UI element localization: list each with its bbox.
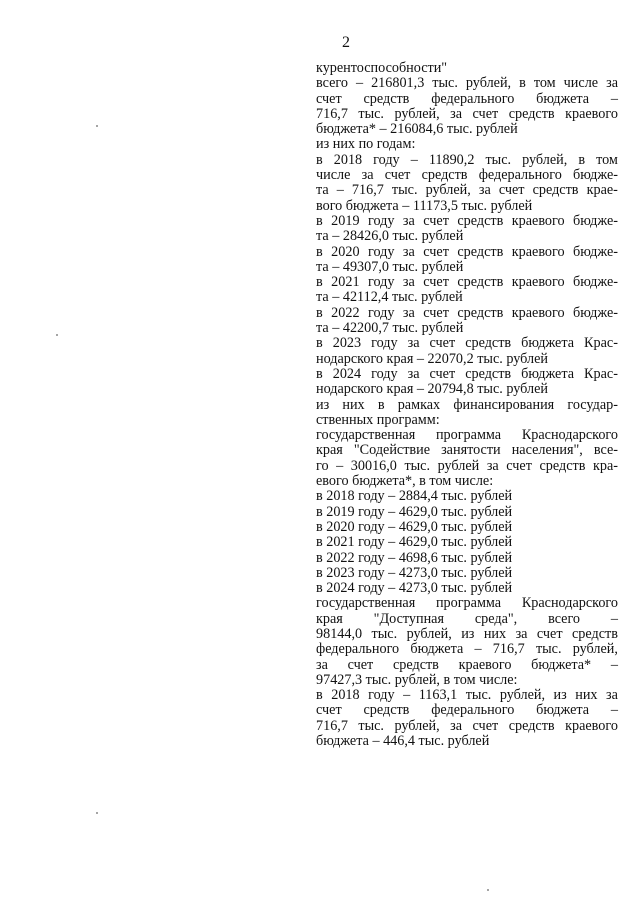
word: среда", — [474, 610, 518, 627]
text-line — [316, 336, 618, 351]
word: – — [336, 457, 344, 474]
word: 716,7 — [316, 717, 348, 734]
text-line — [316, 107, 618, 122]
word: счет — [472, 105, 499, 122]
word: государственная — [316, 595, 416, 612]
scan-speck — [96, 812, 98, 814]
word: за — [361, 167, 374, 184]
word: средств — [421, 167, 468, 184]
text-line: в 2024 году – 4273,0 тыс. рублей — [316, 580, 513, 597]
word: в — [316, 274, 323, 291]
word: счет — [347, 656, 374, 673]
word: них — [575, 687, 598, 704]
text-line: в 2021 году – 4629,0 тыс. рублей — [316, 534, 513, 551]
word: году — [367, 212, 395, 229]
text-line: нодарского края – 22070,2 тыс. рублей — [316, 350, 548, 367]
word: бюджета — [521, 365, 575, 382]
word: федерального — [431, 702, 515, 719]
word: тыс. — [404, 457, 431, 474]
word: 216801,3 — [371, 75, 425, 92]
word: числе — [316, 167, 351, 184]
word: 716,7 — [351, 182, 384, 199]
word: средств — [457, 304, 504, 321]
word: средств — [508, 717, 555, 734]
word: счет — [498, 182, 525, 199]
word: 2020 — [331, 243, 360, 260]
text-line — [316, 183, 618, 198]
word: в — [377, 396, 385, 413]
word: счет — [429, 335, 456, 352]
text-line — [316, 642, 618, 657]
word: рублей, — [406, 625, 452, 642]
word: из — [316, 396, 330, 413]
word: за — [450, 717, 463, 734]
word: Краснодарского — [521, 427, 618, 444]
word: программа — [435, 595, 502, 612]
text-line: курентоспособности" — [316, 60, 448, 76]
word: бюдже- — [573, 304, 618, 321]
word: средств — [457, 243, 504, 260]
word: из — [553, 687, 567, 704]
word: рублей, — [394, 717, 440, 734]
page-number: 2 — [342, 34, 350, 51]
word: средств — [465, 365, 512, 382]
word: средств — [363, 702, 410, 719]
word: рублей, — [572, 641, 618, 658]
word: бюдже- — [573, 212, 618, 229]
word: 2024 — [332, 365, 362, 382]
word: средств — [465, 335, 512, 352]
text-line: вого бюджета – 11173,5 тыс. рублей — [316, 197, 533, 214]
word: рублей, — [465, 75, 512, 92]
text-line: бюджета – 446,4 тыс. рублей — [316, 733, 490, 750]
word: в — [519, 75, 526, 92]
word: бюдже- — [573, 243, 618, 260]
word: – — [474, 641, 482, 658]
word: них — [483, 625, 507, 642]
word: – — [403, 687, 411, 704]
word: края — [316, 610, 343, 627]
word: та — [316, 182, 329, 199]
text-line — [316, 275, 618, 290]
word: го — [316, 457, 329, 474]
word: – — [336, 182, 344, 199]
word: финансирования — [453, 396, 555, 413]
word: 1163,1 — [418, 687, 458, 704]
word: краевого — [458, 656, 512, 673]
word: счет — [423, 243, 449, 260]
word: числе — [563, 75, 599, 92]
word: бюдже- — [573, 274, 618, 291]
word: всего — [548, 610, 581, 627]
word: рублей, — [522, 151, 568, 168]
word: Крас- — [584, 365, 618, 382]
scan-speck — [96, 125, 98, 127]
text-line — [316, 367, 618, 382]
word: счет — [423, 274, 449, 291]
word: них — [342, 396, 365, 413]
word: 2023 — [332, 335, 362, 352]
word: средств — [532, 182, 579, 199]
word: средств — [457, 212, 504, 229]
word: государственная — [316, 427, 416, 444]
word: 2021 — [331, 274, 360, 291]
text-line: в 2023 году – 4273,0 тыс. рублей — [316, 564, 513, 581]
word: году — [368, 687, 395, 704]
word: рублей, — [499, 687, 546, 704]
word: – — [355, 75, 364, 92]
word: счет — [429, 365, 456, 382]
word: 11890,2 — [428, 151, 475, 168]
word: тыс. — [535, 641, 562, 658]
word: государ- — [567, 396, 618, 413]
word: счет — [423, 304, 449, 321]
text-line — [316, 245, 618, 260]
word: – — [410, 151, 418, 168]
text-line: в 2019 году – 4629,0 тыс. рублей — [316, 503, 513, 520]
word: году — [367, 243, 395, 260]
word: – — [610, 656, 618, 673]
word: счет — [316, 702, 342, 719]
text-line: та – 42112,4 тыс. рублей — [316, 289, 463, 306]
word: 2018 — [331, 687, 360, 704]
text-line — [316, 719, 618, 734]
word: 2018 — [333, 151, 363, 168]
word: за — [402, 274, 415, 291]
text-line — [316, 627, 618, 642]
word: 98144,0 — [316, 625, 363, 642]
word: населения", — [511, 442, 583, 459]
word: краевого — [565, 105, 618, 122]
word: средств — [539, 457, 586, 474]
word: за — [606, 687, 618, 704]
word: тыс. — [485, 151, 512, 168]
text-line — [316, 398, 618, 413]
word: бюджета — [536, 702, 590, 719]
text-line — [316, 428, 618, 443]
word: том — [596, 151, 618, 168]
word: – — [610, 702, 618, 719]
text-line: евого бюджета*, в том числе: — [316, 473, 494, 490]
word: федерального — [316, 641, 400, 658]
word: за — [478, 182, 491, 199]
word: Краснодарского — [521, 595, 618, 612]
text-line: 97427,3 тыс. рублей, в том числе: — [316, 671, 518, 688]
text-line — [316, 443, 618, 458]
text-line: в 2020 году – 4629,0 тыс. рублей — [316, 518, 513, 535]
word: всего — [316, 75, 348, 92]
word: за — [407, 365, 420, 382]
word: году — [373, 151, 400, 168]
word: краевого — [565, 717, 618, 734]
text-line — [316, 153, 618, 168]
text-line: из них по годам: — [316, 136, 416, 153]
word: краевого — [511, 304, 565, 321]
text-line — [316, 596, 618, 611]
document-body — [316, 61, 618, 749]
word: счет — [536, 625, 563, 642]
text-line — [316, 703, 618, 718]
word: в — [316, 212, 323, 229]
word: средств — [508, 105, 555, 122]
word: – — [610, 610, 618, 627]
word: тыс. — [432, 75, 458, 92]
word: краевого — [511, 274, 565, 291]
word: средств — [457, 274, 504, 291]
word: все- — [593, 442, 618, 459]
word: за — [486, 457, 499, 474]
text-line: та – 49307,0 тыс. рублей — [316, 258, 464, 275]
word: 716,7 — [316, 105, 348, 122]
text-line: та – 28426,0 тыс. рублей — [316, 228, 464, 245]
text-line: в 2018 году – 2884,4 тыс. рублей — [316, 488, 513, 505]
word: Крас- — [584, 335, 618, 352]
word: том — [533, 75, 556, 92]
word: средств — [392, 656, 439, 673]
word: счет — [472, 717, 499, 734]
word: программа — [435, 427, 502, 444]
word: занятости — [441, 442, 501, 459]
word: в — [316, 335, 323, 352]
word: за — [515, 625, 528, 642]
word: за — [402, 304, 415, 321]
word: году — [371, 365, 398, 382]
word: тыс. — [391, 182, 418, 199]
word: федерального — [431, 90, 515, 107]
text-line — [316, 76, 618, 91]
word: в — [316, 243, 323, 260]
word: рублей, — [425, 182, 471, 199]
word: – — [610, 90, 618, 107]
word: в — [316, 687, 323, 704]
word: "Доступная — [373, 610, 444, 627]
word: тыс. — [358, 105, 384, 122]
word: году — [367, 274, 395, 291]
word: счет — [506, 457, 532, 474]
word: бюджета* — [531, 656, 592, 673]
word: счет — [423, 212, 449, 229]
text-line — [316, 92, 618, 107]
word: бюджета — [410, 641, 464, 658]
word: средств — [572, 625, 618, 642]
word: в — [316, 151, 323, 168]
word: за — [450, 105, 463, 122]
word: в — [578, 151, 586, 168]
word: рамках — [397, 396, 441, 413]
word: за — [316, 656, 328, 673]
text-line — [316, 168, 618, 183]
word: из — [461, 625, 475, 642]
word: краевого — [511, 212, 565, 229]
word: "Содействие — [353, 442, 431, 459]
word: в — [316, 304, 323, 321]
word: тыс. — [371, 625, 398, 642]
word: счет — [316, 90, 342, 107]
word: за — [402, 212, 415, 229]
text-line — [316, 612, 618, 627]
word: за — [606, 75, 618, 92]
word: крае- — [586, 182, 618, 199]
word: 2022 — [331, 304, 360, 321]
word: тыс. — [358, 717, 384, 734]
word: счет — [384, 167, 411, 184]
word: бюджета — [521, 335, 575, 352]
word: бюджета — [536, 90, 590, 107]
word: бюдже- — [573, 167, 618, 184]
scan-speck — [487, 889, 489, 891]
word: рублей, — [394, 105, 440, 122]
word: году — [371, 335, 398, 352]
text-line: нодарского края – 20794,8 тыс. рублей — [316, 381, 548, 398]
word: за — [402, 243, 415, 260]
word: средств — [363, 90, 410, 107]
word: рублей — [437, 457, 480, 474]
word: края — [316, 442, 343, 459]
text-line — [316, 214, 618, 229]
text-line — [316, 306, 618, 321]
word: за — [407, 335, 420, 352]
text-line: бюджета* – 216084,6 тыс. рублей — [316, 121, 518, 138]
word: 2019 — [331, 212, 360, 229]
text-line: в 2022 году – 4698,6 тыс. рублей — [316, 549, 513, 566]
text-line: та – 42200,7 тыс. рублей — [316, 320, 464, 337]
word: федерального — [478, 167, 562, 184]
word: в — [316, 365, 323, 382]
word: краевого — [511, 243, 565, 260]
word: 716,7 — [492, 641, 525, 658]
word: тыс. — [465, 687, 492, 704]
word: 30016,0 — [350, 457, 397, 474]
word: году — [367, 304, 395, 321]
word: кра- — [592, 457, 618, 474]
text-line — [316, 688, 618, 703]
text-line — [316, 658, 618, 673]
scan-speck — [56, 334, 58, 336]
text-line — [316, 459, 618, 474]
text-line: ственных программ: — [316, 411, 440, 428]
